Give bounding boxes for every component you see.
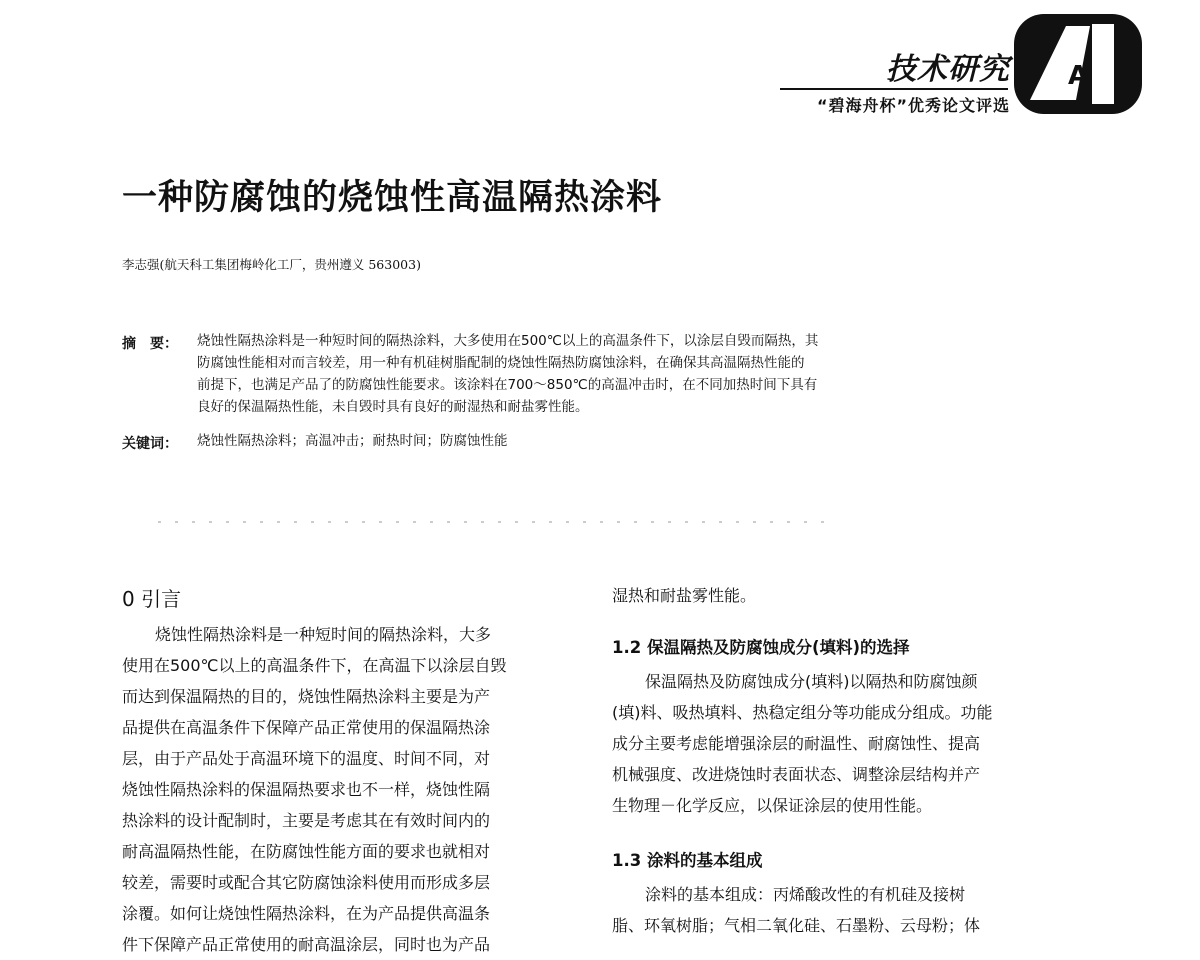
section-title: 技术研究: [886, 52, 1010, 87]
body-line: 脂、环氧树脂；气相二氧化硅、石墨粉、云母粉；体: [612, 916, 981, 935]
abstract-label: 摘 要：: [122, 336, 178, 352]
section-heading-introduction: 0 引言: [122, 587, 182, 611]
author-affiliation: 李志强(航天科工集团梅岭化工厂，贵州遵义 563003): [122, 257, 421, 272]
abstract-line: 良好的保温隔热性能，未自毁时具有良好的耐湿热和耐盐雾性能。: [197, 399, 589, 415]
body-line: 保温隔热及防腐蚀成分(填料)以隔热和防腐蚀颜: [645, 672, 978, 691]
body-line: 生物理－化学反应，以保证涂层的使用性能。: [612, 796, 933, 815]
section-heading-1-3: 1.3 涂料的基本组成: [612, 851, 763, 870]
body-line: 件下保障产品正常使用的耐高温涂层，同时也为产品: [122, 935, 491, 954]
section-heading-1-2: 1.2 保温隔热及防腐蚀成分(填料)的选择: [612, 638, 910, 657]
abstract-line: 烧蚀性隔热涂料是一种短时间的隔热涂料，大多使用在500℃以上的高温条件下，以涂层自毁而隔热，其: [197, 333, 819, 349]
header-divider: [780, 88, 1008, 90]
body-line: 品提供在高温条件下保障产品正常使用的保温隔热涂: [122, 718, 491, 737]
abstract-text: [197, 330, 987, 418]
body-line: 层，由于产品处于高温环境下的温度、时间不同，对: [122, 749, 491, 768]
body-line: 涂覆。如何让烧蚀性隔热涂料，在为产品提供高温条: [122, 904, 491, 923]
body-line: 耐高温隔热性能，在防腐蚀性能方面的要求也就相对: [122, 842, 491, 861]
body-line: 热涂料的设计配制时，主要是考虑其在有效时间内的: [122, 811, 491, 830]
body-line: 而达到保温隔热的目的，烧蚀性隔热涂料主要是为产: [122, 687, 491, 706]
right-column: [612, 580, 1072, 941]
keywords-text: 烧蚀性隔热涂料；高温冲击；耐热时间；防腐蚀性能: [197, 433, 508, 449]
series-label: “碧海舟杯”优秀论文评选: [816, 96, 1010, 115]
faint-scan-line: [158, 517, 828, 527]
body-line: 湿热和耐盐雾性能。: [612, 586, 757, 605]
body-line: 成分主要考虑能增强涂层的耐温性、耐腐蚀性、提高: [612, 734, 981, 753]
left-column: [122, 583, 582, 960]
body-line: 烧蚀性隔热涂料的保温隔热要求也不一样，烧蚀性隔: [122, 780, 491, 799]
keywords-label: 关键词：: [122, 436, 178, 452]
body-line: 烧蚀性隔热涂料是一种短时间的隔热涂料，大多: [155, 625, 492, 644]
abstract-line: 防腐蚀性能相对而言较差，用一种有机硅树脂配制的烧蚀性隔热防腐蚀涂料，在确保其高温隔热性能的: [197, 355, 805, 371]
paper-title: 一种防腐蚀的烧蚀性高温隔热涂料: [122, 178, 663, 218]
body-line: (填)料、吸热填料、热稳定组分等功能成分组成。功能: [612, 703, 993, 722]
journal-logo: [1014, 14, 1142, 114]
body-line: 涂料的基本组成：丙烯酸改性的有机硅及接树: [645, 885, 966, 904]
body-line: 机械强度、改进烧蚀时表面状态、调整涂层结构并产: [612, 765, 981, 784]
body-line: 较差，需要时或配合其它防腐蚀涂料使用而形成多层: [122, 873, 491, 892]
body-line: 使用在500℃以上的高温条件下，在高温下以涂层自毁: [122, 656, 507, 675]
abstract-line: 前提下，也满足产品了的防腐蚀性能要求。该涂料在700～850℃的高温冲击时，在不同加热时间下具有: [197, 377, 818, 393]
logo-letter: A: [1067, 61, 1089, 91]
